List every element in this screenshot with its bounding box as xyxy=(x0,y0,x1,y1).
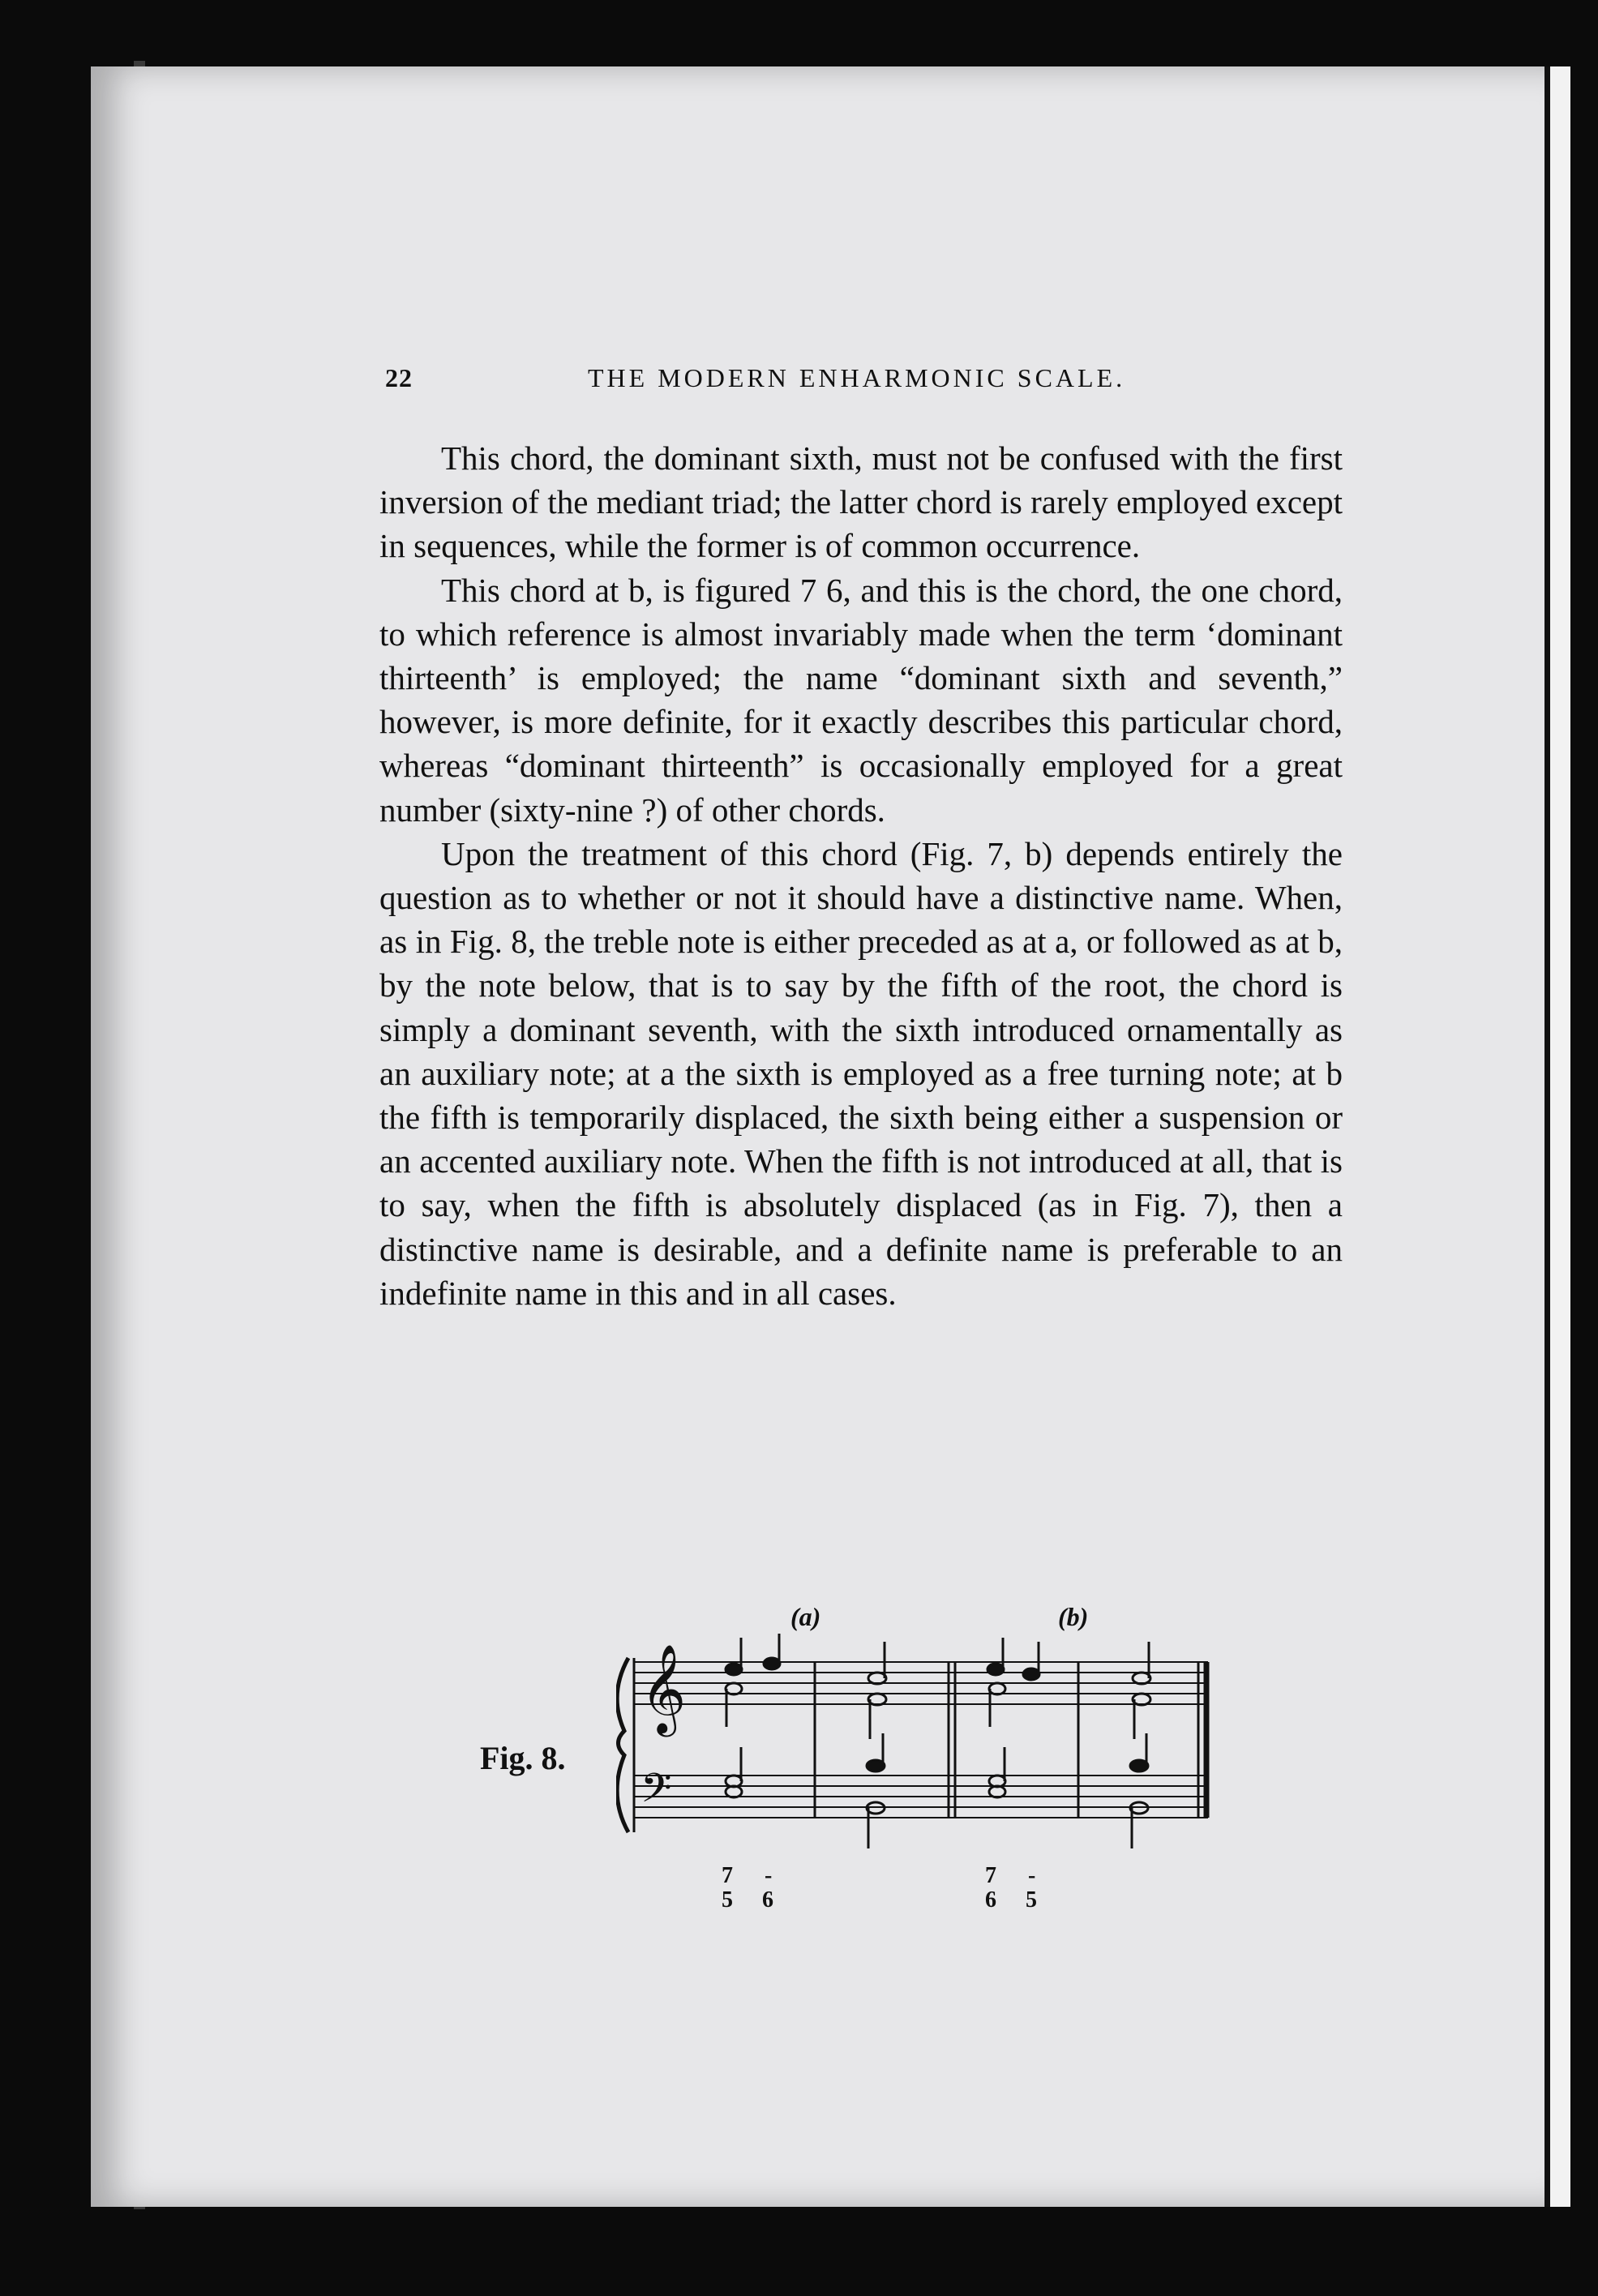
barlines xyxy=(815,1662,1206,1818)
figured-bass-digit: 7 xyxy=(985,1863,996,1888)
figured-bass-dash: - xyxy=(765,1863,773,1888)
page-number: 22 xyxy=(385,363,413,392)
next-page-edge xyxy=(1550,66,1570,2207)
section-a-label: (a) xyxy=(790,1602,821,1631)
music-example-fig-8 xyxy=(616,1589,1232,1930)
section-b-label: (b) xyxy=(1058,1602,1089,1631)
paragraph: This chord at b, is figured 7 6, and this is the chord, the one chord, to which reference is almost invariably made when the term ‘dominant thirteenth’ is employed; the name “dominant sixth and seventh,” however, is more definite, for it exactly describes this particular chord, whereas “dominant thirteenth” is occasionally employed for a great number (sixty-nine ?) of other chords. xyxy=(379,571,1343,829)
figured-bass-digit: 6 xyxy=(985,1887,996,1913)
notes xyxy=(726,1634,1150,1848)
body-text xyxy=(379,436,1343,1315)
figure-label: Fig. 8. xyxy=(480,1740,566,1776)
bass-staff xyxy=(634,1776,1208,1818)
system-brace xyxy=(617,1658,628,1832)
paragraph: Upon the treatment of this chord (Fig. 7, b) depends entirely the question as to whether or not it should have a distinctive name. When, as in Fig. 8, the treble note is either preceded as at a, or followed as at b, by the note below, that is to say by the fifth of the root, the chord is simply a dominant seventh, with the sixth introduced ornamentally as an auxiliary note; at a the sixth is employed as a free turning note; at b the fifth is temporarily displaced, the sixth being either a suspension or an accented auxiliary note. When the fifth is not introduced at all, that is to say, when the fifth is absolutely displaced (as in Fig. 7), then a distinctive name is desirable, and a definite name is preferable to an indefinite name in this and in all cases. xyxy=(379,834,1343,1312)
running-title: THE MODERN ENHARMONIC SCALE. xyxy=(588,363,1126,392)
paragraph: This chord, the dominant sixth, must not be confused with the first inversion of the mediant triad; the latter chord is rarely employed except in sequences, while the former is of common occurrence. xyxy=(379,439,1343,565)
figured-bass-dash: - xyxy=(1028,1863,1036,1888)
figured-bass-digit: 5 xyxy=(722,1887,733,1913)
figured-bass-digit: 5 xyxy=(1026,1887,1037,1913)
treble-clef-icon: 𝄞 xyxy=(640,1644,687,1733)
figured-bass-digit: 7 xyxy=(722,1863,733,1888)
treble-staff xyxy=(634,1662,1208,1704)
bass-clef-icon: 𝄢 xyxy=(640,1765,672,1822)
figured-bass-digit: 6 xyxy=(762,1887,773,1913)
figured-bass xyxy=(722,1863,1037,1913)
